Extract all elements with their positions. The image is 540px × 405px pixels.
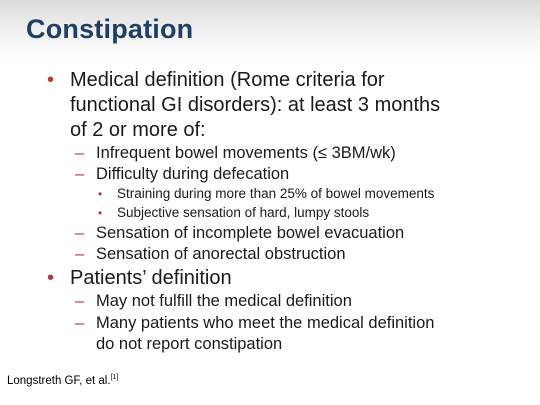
bullet-medical-definition-line1: Medical definition (Rome criteria for: [70, 69, 385, 91]
bullet-medical-definition-line3: of 2 or more of:: [70, 119, 206, 141]
citation-ref: [1]: [110, 374, 119, 381]
sub-bullet-many-patients-line1: Many patients who meet the medical definition: [96, 314, 435, 332]
dash-marker: –: [75, 245, 85, 263]
sub-bullet-infrequent: Infrequent bowel movements (≤ 3BM/wk): [96, 144, 396, 162]
sub-sub-bullet-straining: Straining during more than 25% of bowel movements: [117, 186, 435, 201]
bullet-medical-definition-line2: functional GI disorders): at least 3 months: [70, 94, 441, 116]
sub-bullet-many-patients-line2: do not report constipation: [96, 335, 283, 353]
sub-sub-bullet-marker: •: [98, 187, 103, 201]
sub-bullet-may-not-fulfill: May not fulfill the medical definition: [96, 292, 352, 310]
sub-bullet-difficulty: Difficulty during defecation: [96, 165, 290, 183]
sub-bullet-incomplete: Sensation of incomplete bowel evacuation: [96, 224, 405, 242]
dash-marker: –: [75, 144, 85, 162]
dash-marker: –: [75, 224, 85, 242]
bullet-patients-definition: Patients’ definition: [70, 267, 232, 289]
citation: [7, 374, 118, 387]
bullet-marker: •: [47, 267, 55, 289]
sub-sub-bullet-marker: •: [98, 206, 103, 220]
dash-marker: –: [75, 292, 85, 310]
citation-text: Longstreth GF, et al.: [7, 374, 111, 387]
slide-title: Constipation: [26, 14, 194, 44]
sub-bullet-obstruction: Sensation of anorectal obstruction: [96, 245, 346, 263]
bullet-marker: •: [47, 69, 55, 91]
dash-marker: –: [75, 314, 85, 332]
sub-sub-bullet-subjective: Subjective sensation of hard, lumpy stools: [117, 205, 370, 220]
dash-marker: –: [75, 165, 85, 183]
